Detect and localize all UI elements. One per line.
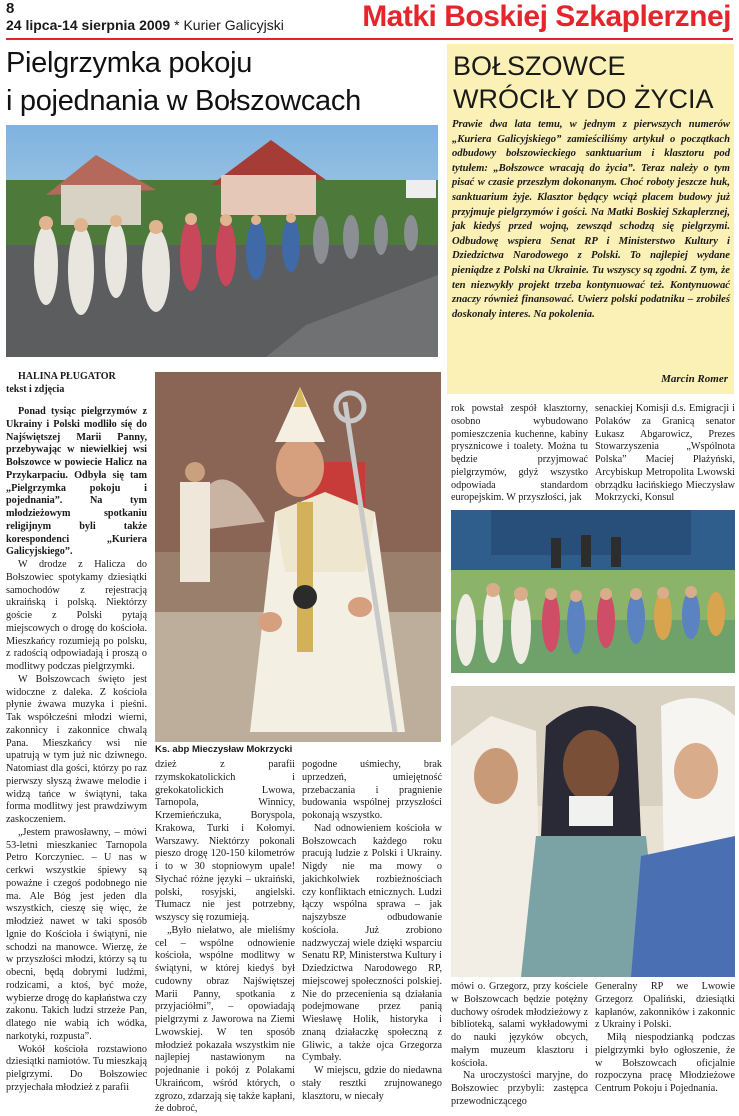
sidebar-title-line-2: WRÓCIŁY DO ŻYCIA xyxy=(453,84,714,114)
article-paragraph: dzież z parafii rzymskokatolickich i grekokatolickich Lwowa, Tarnopola, Winnicy, Krzemieńczuka, Boryspola, Krakowa, Turki i Kołomyi. Warszawy. Niektórzy pokonali pieszo drogę 120-150 kilometrów i to w 30 stopniowym upale! Słychać różne języki – ukraiński, polski, rosyjski, angielski. Tłumacz nie jest potrzebny, wszyscy się rozumieją. xyxy=(155,759,295,923)
article-paragraph: W drodze z Halicza do Bołszowiec spotykamy dziesiątki samochodów z rejestracją ukraińską i polską. Niektórzy goście z Polski pytają miejscowych o drogę do kościoła. Mieszkańcy rozumieją po polsku, z radością odpowiadają i proszą o modlitwy podczas pielgrzymki. xyxy=(6,559,147,672)
headline-line-1: Pielgrzymka pokoju xyxy=(6,47,253,79)
archbishop-photo xyxy=(155,372,441,742)
author-name: HALINA PŁUGATOR xyxy=(18,371,116,382)
article-paragraph: Nad odnowieniem kościoła w Bołszowcach każdego roku pracują ludzie z Polski i Ukrainy. Nigdy nie ma mowy o jakichkolwiek rozbieżnościach czy konfliktach etnicznych. Ludzi łączy wspólna sprawa – jak najszybsze odbudowanie kościoła. Już zrobiono nadzwyczaj wiele dzięki wsparciu Senatu RP, Ministerstwa Kultury i Dziedzictwa Narodowego RP, miejscowej społeczności polskiej. Nie do przecenienia są działania podejmowane przez panią Wiesławę Holik, historyka i znaną działaczkę społeczną z Gliwic, a także ojca Grzegorza Cymbały. xyxy=(302,822,442,1064)
nuns-photo xyxy=(451,686,735,977)
article-paragraph: „Było niełatwo, ale mieliśmy cel – wspólne odnowienie kościoła, wspólne modlitwy w świątyni, w której kiedyś był cudowny obraz Najświętszej Marii Panny, spotkania z przyjaciółmi”, – opowiadają pielgrzymi z Jaworowa na Ziemi Lwowskiej. W ten sposób młodzież pokazała wszystkim nie najlepiej nastawionym na pojednanie i pokój z Polakami Ukraińcom, wśród których, o zgrozo, zdarzają się także kapłani, że dobroć, xyxy=(155,924,295,1115)
choir-photo xyxy=(451,510,735,673)
article-paragraph: W miejscu, gdzie do niedawna stały resztki zrujnowanego klasztoru, w niecały xyxy=(302,1065,442,1102)
article-paragraph: Wokół kościoła rozstawiono dziesiątki namiotów. Tu mieszkają pielgrzymi. Do Bołszowiec przyjechała młodzież z parafii xyxy=(6,1043,147,1093)
page-header xyxy=(6,0,326,36)
article-headline xyxy=(6,44,438,120)
article-column-3a xyxy=(451,403,588,506)
procession-photo xyxy=(6,125,438,357)
photo-caption: Ks. abp Mieczysław Mokrzycki xyxy=(155,744,293,755)
sidebar-box xyxy=(447,44,734,394)
article-column-2a xyxy=(155,759,295,1115)
article-paragraph: senackiej Komisji d.s. Emigracji i Polaków za Granicą senator Łukasz Abgarowicz, Prezes Stowarzyszenia „Wspólnota Polska” Maciej Płażyński, Arcybiskup Metropolita Lwowski obrządku łacińskiego Mieczysław Mokrzycki, Konsul xyxy=(595,403,735,504)
issue-date: 24 lipca-14 sierpnia 2009 xyxy=(6,17,171,33)
article-column-3d xyxy=(595,981,735,1101)
issue-date-line xyxy=(6,17,284,33)
article-paragraph: rok powstał zespół klasztorny, osobno wybudowano pomieszczenia kuchenne, kabiny prysznicowe i toalety. Można tu będzie przyjmować pielgrzymów, gdyż wszystko odpowiada standardom europejskim. W przyszłości, jak xyxy=(451,403,588,504)
article-column-3c xyxy=(451,981,588,1107)
sidebar-body: Prawie dwa lata temu, w jednym z pierwszych numerów „Kuriera Galicyjskiego” zamieściliśmy artykuł o początkach odbudowy bołszowieckiego sanktuarium i klasztoru pod tytułem: „Bołszowce wracają do życia”. Teraz należy o tym pisać w czasie przeszłym dokonanym. Choć roboty jeszcze huk, sanktuarium żyje. Klasztor będący wciąż placem budowy już przyjmuje pielgrzymów i gości. Na Matki Boskiej Szkaplerznej, jak kiedyś przed wojną, zewsząd schodzą się pielgrzymi. Odbudowę wspiera Senat RP i Ministerstwo Kultury i Dziedzictwa Narodowego z Polski. To najlepiej wydane pieniądze z Polski na Ukrainie. Tu wszyscy są zgodni. Z tym, że ten niezwykły projekt trzeba kontynuować też. Kontynuować znaczy również finansować. Uwierz polski podatniku – zrobiłeś doskonały interes. Na pokolenia. xyxy=(452,119,730,320)
article-paragraph: „Jestem prawosławny, – mówi 53-letni mieszkaniec Tarnopola Petro Korczyniec. – U nas w cerkwi wszystkie śpiewy są poważne i czegoś podobnego nie ma. Ale Bóg jest jeden dla wszystkich, cieszę się więc, że młodzież nawet w taki sposób lgnie do Kościoła i świątyni, nie schodzi na manowce. Wierzę, że w przyszłości młodzi, którzy są tu obecni, będą dobrymi ludźmi, rodzicami, a ktoś, być może, wybierze drogę do kapłaństwa czy zakonu. Takich ludzi strzeże Pan, dlatego nie wabią ich wódka, narkotyki, rozpusta”. xyxy=(6,826,147,1042)
headline-line-2: i pojednania w Bołszowcach xyxy=(6,85,361,117)
newspaper-name: Kurier Galicyjski xyxy=(183,17,284,33)
sidebar-title xyxy=(453,50,728,116)
article-column-1 xyxy=(6,370,147,1100)
sidebar-title-line-1: BOŁSZOWCE xyxy=(453,51,626,81)
article-paragraph: pogodne uśmiechy, brak uprzedzeń, umiejętność przebaczania i pragnienie budowania wspólnej przyszłości pokonają wszystko. xyxy=(302,759,442,821)
article-paragraph: Miłą niespodzianką podczas pielgrzymki było ogłoszenie, że w Bołszowcach oficjalnie rozpoczyna pracę Młodzieżowe Centrum Pokoju i Pojednania. xyxy=(595,1032,735,1094)
separator-star: * xyxy=(174,17,180,33)
sidebar-author: Marcin Romer xyxy=(661,373,728,385)
article-paragraph: Generalny RP we Lwowie Grzegorz Opaliński, dziesiątki kapłanów, zakonników i zakonnic z Ukrainy i Polski. xyxy=(595,981,735,1031)
article-column-2b xyxy=(302,759,442,1101)
page-number: 8 xyxy=(6,0,15,17)
author-role: tekst i zdjęcia xyxy=(6,384,65,395)
byline xyxy=(6,370,147,396)
section-title: Matki Boskiej Szkaplerznej xyxy=(362,0,731,33)
article-paragraph: mówi o. Grzegorz, przy kościele w Bołszowcach będzie potężny duchowy ośrodek młodzieżowy z biblioteką, salami wykładowymi do nauki języków obcych, małym muzeum klasztoru i kościoła. xyxy=(451,981,588,1069)
lead-paragraph: Ponad tysiąc pielgrzymów z Ukrainy i Polski modliło się do Najświętszej Marii Panny, przebywając w niewielkiej wsi Bołszowce w powiecie Halicz na Przykarpaciu. Odbyła się tam „Pielgrzymka pokoju i pojednania”. Na tym młodzieżowym spotkaniu religijnym byli także korespondenci „Kuriera Galicyjskiego”. xyxy=(6,406,147,558)
header-rule xyxy=(6,38,733,40)
article-paragraph: Na uroczystości maryjne, do Bołszowiec przybyli: zastępca przewodniczącego xyxy=(451,1070,588,1107)
article-paragraph: W Bołszowcach święto jest widoczne z daleka. Z kościoła płynie żwawa muzyka i pieśni. Tak współcześni młodzi wierni, zakonnicy i zakonnice chwalą Pana. Mieszkańcy wsi nie upatrują w tym już nic dziwnego. Natomiast dla gości, którzy po raz pierwszy słyszą żwawe melodie i widzą tańce w świątyni, taka forma modlitwy jest prawdziwym zaskoczeniem. xyxy=(6,673,147,825)
article-column-3b xyxy=(595,403,735,506)
